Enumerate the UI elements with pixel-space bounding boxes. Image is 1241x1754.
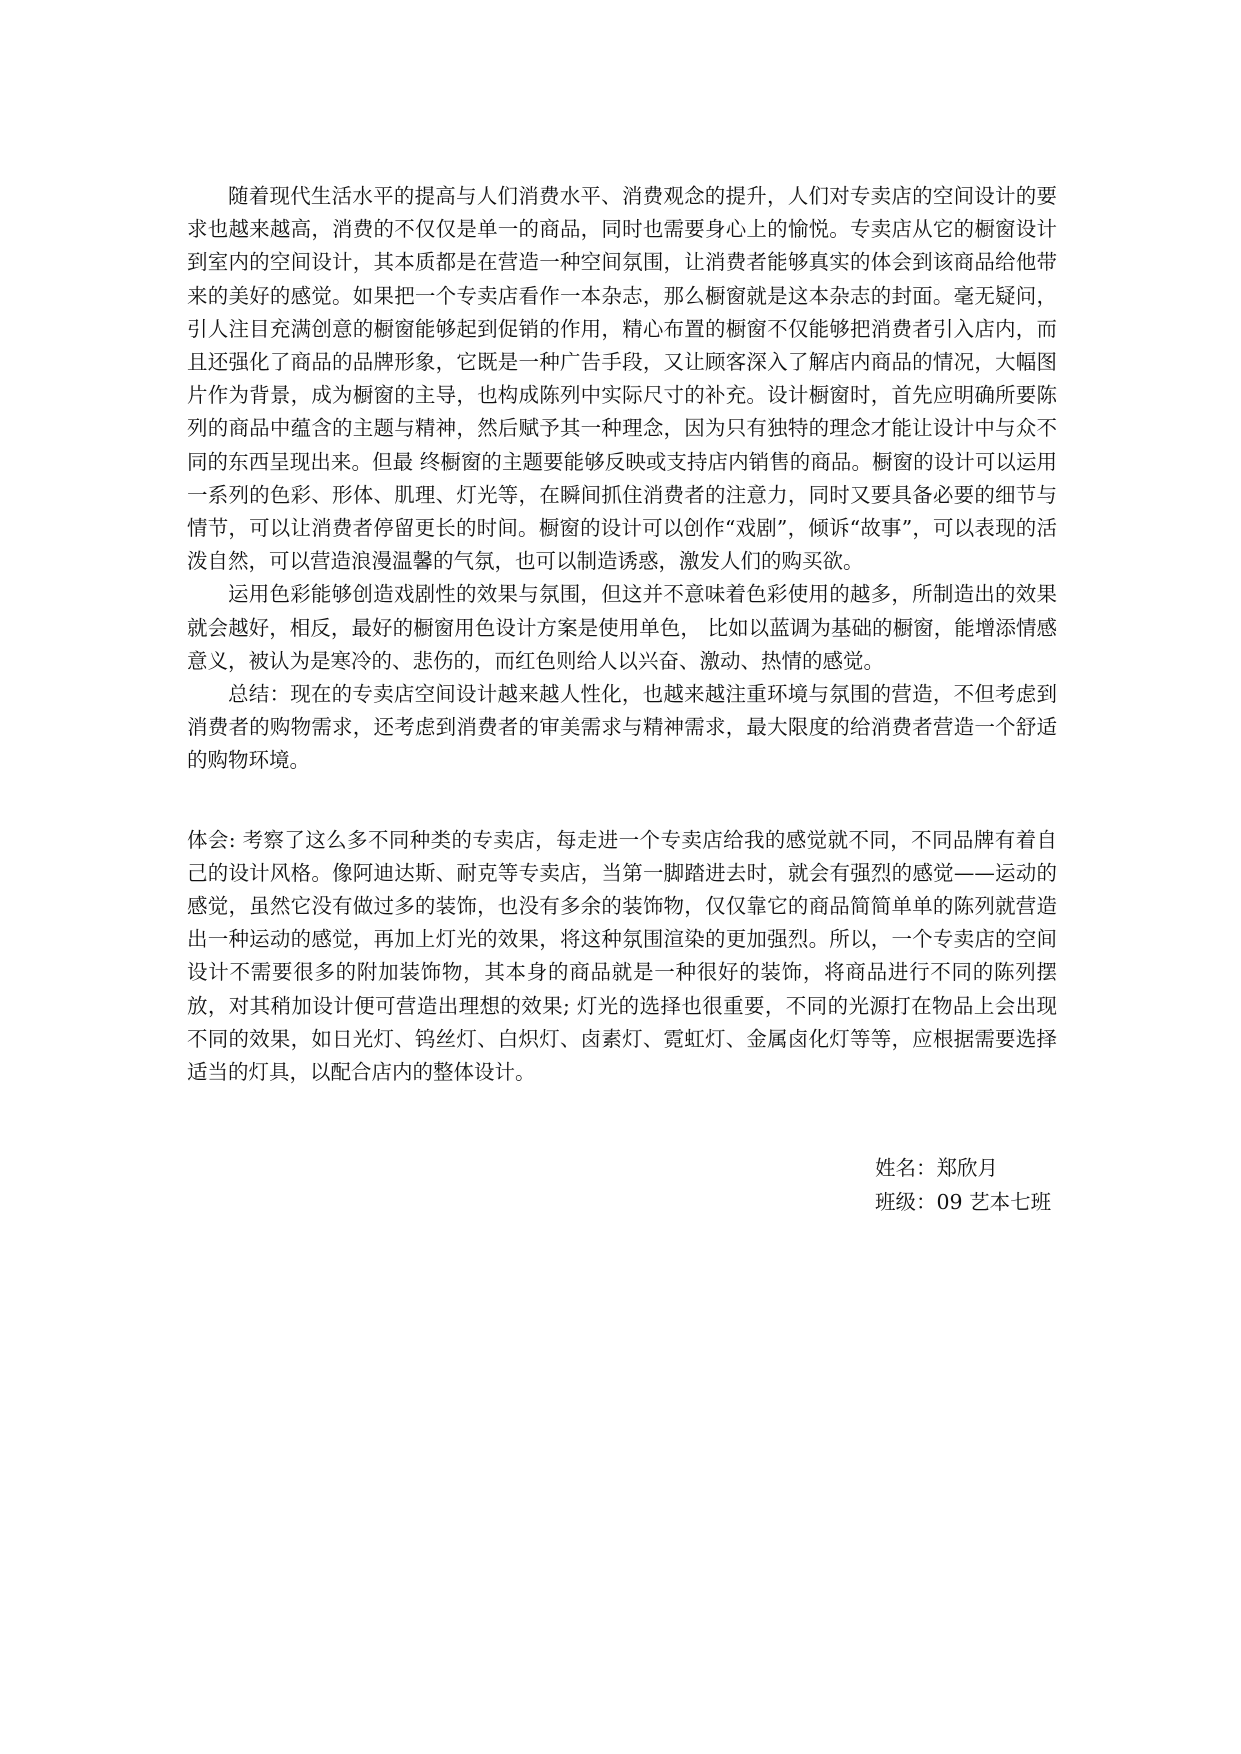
paragraph-summary: 总结：现在的专卖店空间设计越来越人性化，也越来越注重环境与氛围的营造，不但考虑到消费者的购物需求，还考虑到消费者的审美需求与精神需求，最大限度的给消费者营造一个舒适的购物环境。: [187, 682, 1057, 773]
section-gap: [187, 778, 1057, 824]
signature-block: [875, 1152, 1051, 1219]
paragraph-intro: 随着现代生活水平的提高与人们消费水平、消费观念的提升，人们对专卖店的空间设计的要求也越来越高，消费的不仅仅是单一的商品，同时也需要身心上的愉悦。专卖店从它的橱窗设计到室内的空间设计，其本质都是在营造一种空间氛围，让消费者能够真实的体会到该商品给他带来的美好的感觉。如果把一个专卖店看作一本杂志，那么橱窗就是这本杂志的封面。毫无疑问，引人注目充满创意的橱窗能够起到促销的作用，精心布置的橱窗不仅能够把消费者引入店内，而且还强化了商品的品牌形象，它既是一种广告手段，又让顾客深入了解店内商品的情况，大幅图片作为背景，成为橱窗的主导，也构成陈列中实际尺寸的补充。设计橱窗时，首先应明确所要陈列的商品中蕴含的主题与精神，然后赋予其一种理念，因为只有独特的理念才能让设计中与众不同的东西呈现出来。但最 终橱窗的主题要能够反映或支持店内销售的商品。橱窗的设计可以运用一系列的色彩、形体、肌理、灯光等，在瞬间抓住消费者的注意力，同时又要具备必要的细节与情节，可以让消费者停留更长的时间。橱窗的设计可以创作“戏剧”，倾诉“故事”，可以表现的活泼自然，可以营造浪漫温馨的气氛，也可以制造诱惑，激发人们的购买欲。: [187, 184, 1057, 574]
author-class: 班级：09 艺本七班: [875, 1189, 1052, 1214]
paragraph-reflection: 体会: 考察了这么多不同种类的专卖店，每走进一个专卖店给我的感觉就不同，不同品牌有着自己的设计风格。像阿迪达斯、耐克等专卖店，当第一脚踏进去时，就会有强烈的感觉——运动的感觉，虽然它没有做过多的装饰，也没有多余的装饰物，仅仅靠它的商品简简单单的陈列就营造出一种运动的感觉，再加上灯光的效果，将这种氛围渲染的更加强烈。所以，一个专卖店的空间设计不需要很多的附加装饰物，其本身的商品就是一种很好的装饰，将商品进行不同的陈列摆放，对其稍加设计便可营造出理想的效果; 灯光的选择也很重要，不同的光源打在物品上会出现不同的效果，如日光灯、钨丝灯、白炽灯、卤素灯、霓虹灯、金属卤化灯等等，应根据需要选择适当的灯具，以配合店内的整体设计。: [187, 827, 1057, 1085]
document-body: [187, 180, 1057, 1089]
author-name: 姓名：郑欣月: [875, 1156, 998, 1180]
paragraph-color: 运用色彩能够创造戏剧性的效果与氛围，但这并不意味着色彩使用的越多，所制造出的效果就会越好，相反，最好的橱窗用色设计方案是使用单色， 比如以蓝调为基础的橱窗，能增添情感意义，被认为是寒冷的、悲伤的，而红色则给人以兴奋、激动、热情的感觉。: [187, 582, 1057, 673]
